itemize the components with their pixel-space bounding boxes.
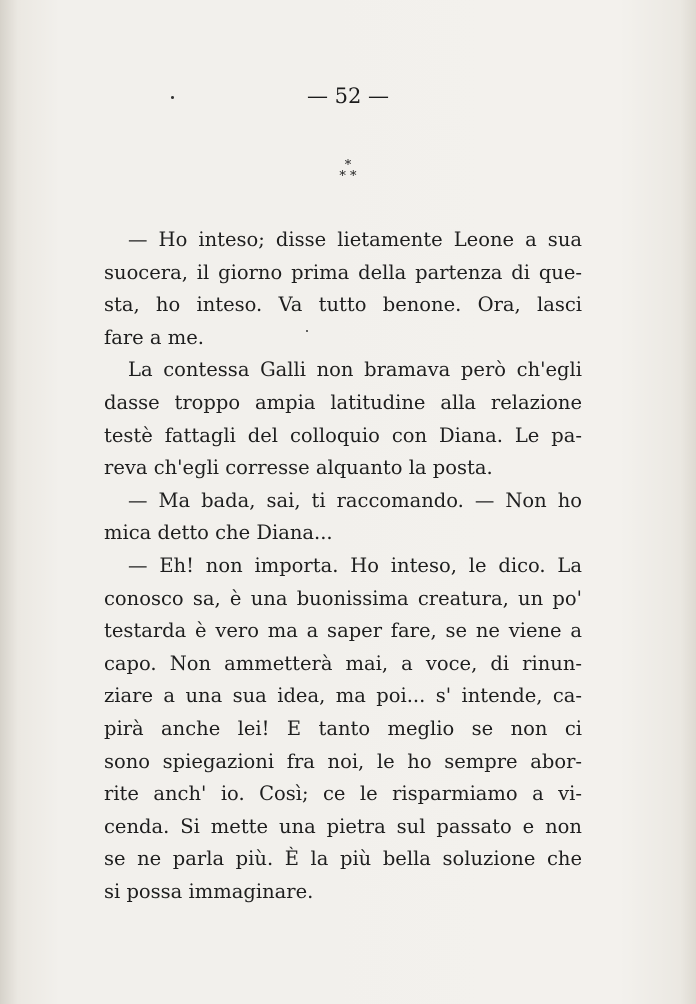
text-line: testè fattagli del colloquio con Diana. Le pa- bbox=[104, 423, 582, 447]
text-line: ziare a una sua idea, ma poi... s' intende, ca- bbox=[104, 684, 582, 708]
text-line: dasse troppo ampia latitudine alla relazione bbox=[104, 390, 582, 414]
text-line: sta, ho inteso. Va tutto benone. Ora, lasci bbox=[104, 293, 582, 317]
text-line: testarda è vero ma a saper fare, se ne viene a bbox=[104, 619, 582, 643]
page-number: — 52 — bbox=[306, 84, 390, 108]
text-line: si possa immaginare. bbox=[104, 879, 314, 903]
text-line: — Eh! non importa. Ho inteso, le dico. La bbox=[128, 553, 582, 577]
text-line: cenda. Si mette una pietra sul passato e non bbox=[104, 814, 582, 838]
text-line: capo. Non ammetterà mai, a voce, di rinun- bbox=[104, 651, 582, 675]
text-line: fare a me. bbox=[104, 325, 204, 349]
section-ornament bbox=[0, 160, 696, 182]
text-line: — Ma bada, sai, ti raccomando. — Non ho bbox=[128, 488, 582, 512]
text-line: reva ch'egli corresse alquanto la posta. bbox=[104, 456, 493, 480]
text-line: — Ho inteso; disse lietamente Leone a sua bbox=[128, 228, 582, 251]
text-line: rite anch' io. Così; ce le risparmiamo a vi- bbox=[104, 782, 582, 806]
ornament-bottom: * * bbox=[339, 169, 357, 184]
text-line: conosco sa, è una buonissima creatura, un po' bbox=[104, 586, 582, 610]
text-line: sono spiegazioni fra noi, le ho sempre abor- bbox=[104, 749, 582, 773]
ornament-top: * bbox=[344, 158, 352, 173]
text-line: mica detto che Diana... bbox=[104, 521, 333, 545]
text-line: se ne parla più. È la più bella soluzione che bbox=[104, 847, 582, 871]
text-line: La contessa Galli non bramava però ch'egli bbox=[128, 358, 582, 382]
text-line: suocera, il giorno prima della partenza di que- bbox=[104, 260, 582, 284]
body-text bbox=[104, 224, 582, 908]
text-line: pirà anche lei! E tanto meglio se non ci bbox=[104, 716, 582, 740]
